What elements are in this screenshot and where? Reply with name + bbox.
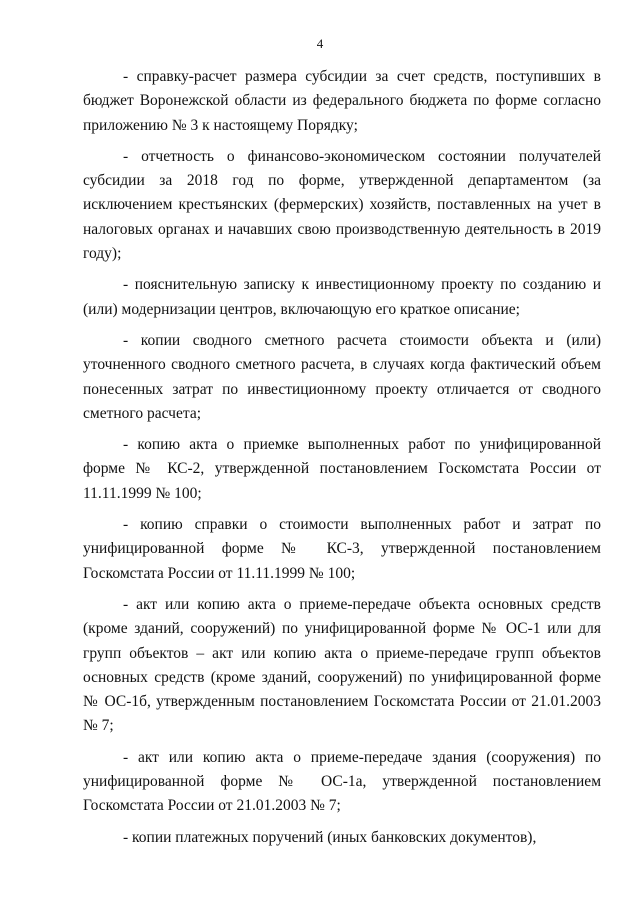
paragraph-payment-orders: - копии платежных поручений (иных банковских документов),	[123, 828, 537, 846]
paragraph-estimate-copies: - копии сводного сметного расчета стоимости объекта и (или) уточненного сводного сметного расчета, в случаях когда фактический объем понесенных затрат по инвестиционному проекту отличается от сводного сметного расчета;	[83, 331, 601, 422]
paragraph-ks3-certificate: - копию справки о стоимости выполненных работ и затрат по унифицированной форме № КС-3, утвержденной постановлением Госкомстата России от 11.11.1999 № 100;	[83, 516, 601, 582]
page-number: 4	[316, 36, 324, 51]
paragraph-os1a-act: - акт или копию акта о приеме-передаче здания (сооружения) по унифицированной форме № ОС-1а, утвержденной постановлением Госкомстата России от 21.01.2003 № 7;	[83, 748, 601, 815]
paragraph-os1-act: - акт или копию акта о приеме-передаче объекта основных средств (кроме зданий, сооружений) по унифицированной форме № ОС-1 или для групп объектов – акт или копию акта о приеме-передаче групп объектов основных средств (кроме зданий, сооружений) по унифицированной форме № ОС-1б, утвержденным постановлением Госкомстата России от 21.01.2003 № 7;	[83, 595, 601, 735]
paragraph-subsidy-calculation: - справку-расчет размера субсидии за счет средств, поступивших в бюджет Воронежской области из федерального бюджета по форме согласно приложению № 3 к настоящему Порядку;	[83, 68, 601, 134]
paragraph-explanatory-note: - пояснительную записку к инвестиционному проекту по созданию и (или) модернизации центров, включающую его краткое описание;	[83, 276, 601, 318]
paragraph-ks2-act: - копию акта о приемке выполненных работ по унифицированной форме № КС-2, утвержденной постановлением Госкомстата России от 11.11.1999 № 100;	[83, 436, 601, 502]
document-body	[83, 65, 601, 857]
paragraph-financial-report: - отчетность о финансово-экономическом состоянии получателей субсидии за 2018 год по форме, утвержденной департаментом (за исключением крестьянских (фермерских) хозяйств, поставленных на учет в налоговых органах и начавших свою производственную деятельность в 2019 году);	[83, 147, 601, 263]
